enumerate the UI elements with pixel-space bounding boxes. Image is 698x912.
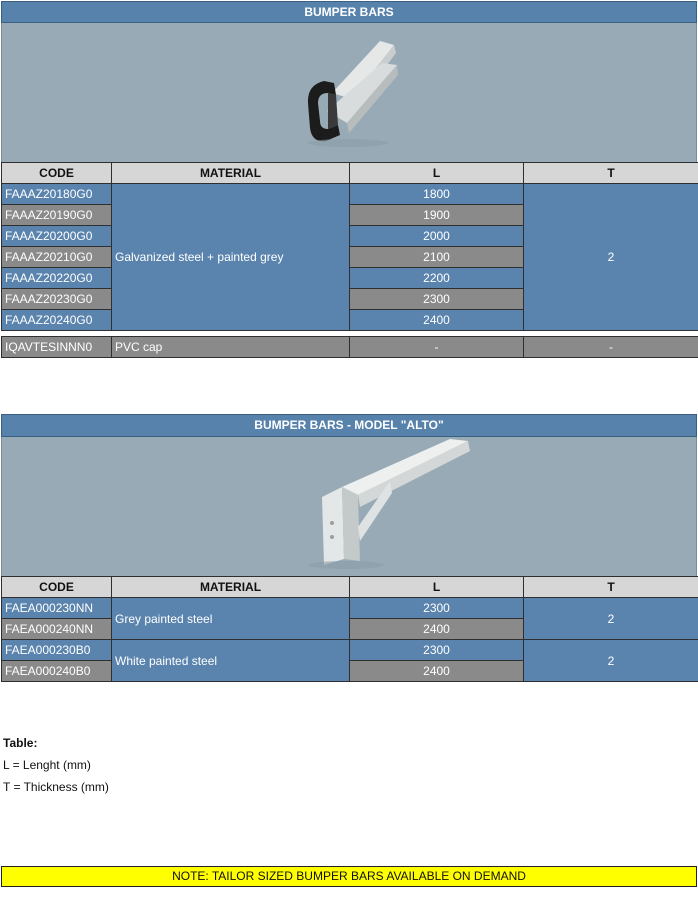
length-cell: 2300 [350, 640, 524, 661]
section1-table [1, 162, 698, 358]
table-row [2, 337, 698, 358]
code-cell: FAAAZ20220G0 [2, 268, 112, 289]
col-header-code: CODE [2, 163, 112, 184]
bumper-bar-alto-image [1, 437, 697, 576]
col-header-code: CODE [2, 577, 112, 598]
code-cell: FAAAZ20200G0 [2, 226, 112, 247]
length-cell: 2200 [350, 268, 524, 289]
section1-title: BUMPER BARS [1, 1, 697, 23]
col-header-l: L [350, 163, 524, 184]
length-cell: 2100 [350, 247, 524, 268]
length-cell: 1900 [350, 205, 524, 226]
code-cell: IQAVTESINNN0 [2, 337, 112, 358]
legend-title: Table: [3, 736, 38, 750]
code-cell: FAEA000240B0 [2, 661, 112, 682]
col-header-material: MATERIAL [112, 163, 350, 184]
note-banner: NOTE: TAILOR SIZED BUMPER BARS AVAILABLE ON DEMAND [1, 866, 697, 887]
thickness-cell: 2 [524, 184, 698, 331]
thickness-cell: - [524, 337, 698, 358]
length-cell: 2300 [350, 598, 524, 619]
material-cell: Galvanized steel + painted grey [112, 184, 350, 331]
code-cell: FAEA000240NN [2, 619, 112, 640]
table-row [2, 598, 698, 619]
length-cell: 2000 [350, 226, 524, 247]
code-cell: FAAAZ20230G0 [2, 289, 112, 310]
length-cell: - [350, 337, 524, 358]
legend [3, 732, 109, 798]
code-cell: FAAAZ20180G0 [2, 184, 112, 205]
col-header-t: T [524, 163, 698, 184]
bumper-bar-illustration [2, 23, 698, 162]
section2-title: BUMPER BARS - MODEL "ALTO" [1, 414, 697, 437]
length-cell: 2300 [350, 289, 524, 310]
material-cell: PVC cap [112, 337, 350, 358]
section2-table [1, 576, 698, 682]
code-cell: FAEA000230B0 [2, 640, 112, 661]
code-cell: FAEA000230NN [2, 598, 112, 619]
length-cell: 2400 [350, 310, 524, 331]
bumper-bar-image [1, 23, 697, 162]
table-row [2, 184, 698, 205]
bumper-bar-alto-illustration [2, 437, 698, 576]
col-header-l: L [350, 577, 524, 598]
col-header-t: T [524, 577, 698, 598]
thickness-cell: 2 [524, 598, 698, 640]
material-cell: Grey painted steel [112, 598, 350, 640]
length-cell: 1800 [350, 184, 524, 205]
length-cell: 2400 [350, 661, 524, 682]
code-cell: FAAAZ20210G0 [2, 247, 112, 268]
legend-t: T = Thickness (mm) [3, 780, 109, 794]
code-cell: FAAAZ20190G0 [2, 205, 112, 226]
length-cell: 2400 [350, 619, 524, 640]
legend-l: L = Lenght (mm) [3, 758, 91, 772]
thickness-cell: 2 [524, 640, 698, 682]
material-cell: White painted steel [112, 640, 350, 682]
col-header-material: MATERIAL [112, 577, 350, 598]
code-cell: FAAAZ20240G0 [2, 310, 112, 331]
table-row [2, 640, 698, 661]
